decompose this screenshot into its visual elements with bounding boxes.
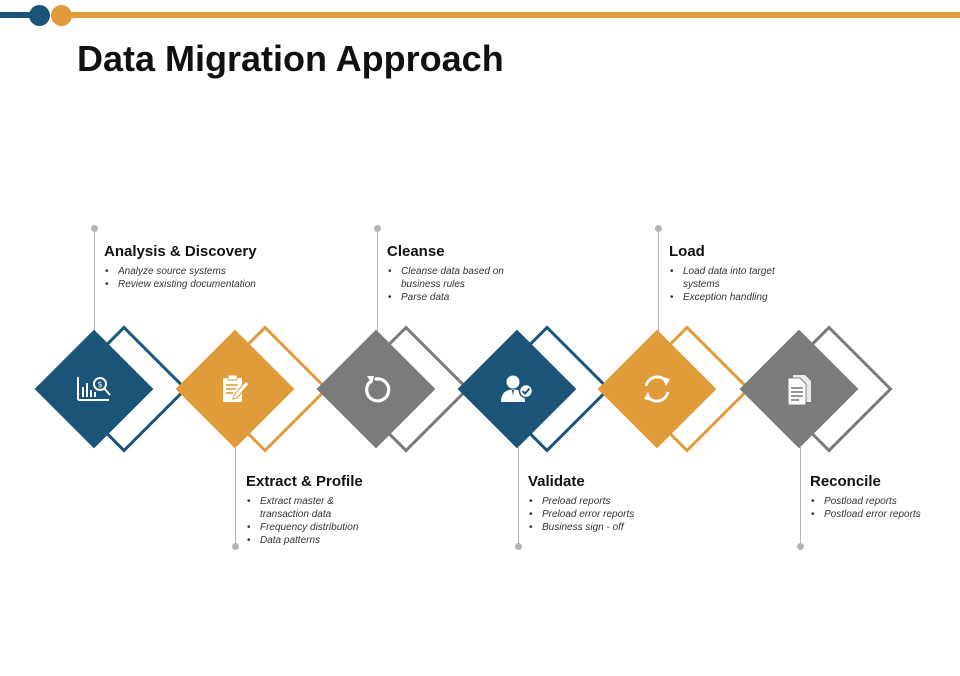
step-title: Analysis & Discovery xyxy=(104,243,257,260)
bullet-item: • Postload reports xyxy=(810,495,960,508)
step-title: Extract & Profile xyxy=(246,473,363,490)
page-title: Data Migration Approach xyxy=(77,38,504,79)
bullet-item: • Load data into target systems xyxy=(669,265,791,291)
bullet-item: • Extract master & transaction data xyxy=(246,495,360,521)
bullet-item: • Cleanse data based on business rules xyxy=(387,265,515,291)
connector-line xyxy=(800,446,801,544)
bullet-item: • Parse data xyxy=(387,291,543,304)
step-title: Reconcile xyxy=(810,473,881,490)
step-bullets xyxy=(387,265,567,304)
step-load xyxy=(669,243,849,304)
svg-text:$: $ xyxy=(97,380,103,389)
step-cleanse xyxy=(387,243,567,304)
connector-line xyxy=(235,446,236,544)
header-dot-blue xyxy=(29,5,50,26)
step-bullets xyxy=(528,495,708,534)
step-title: Cleanse xyxy=(387,243,445,260)
sync-arrows-icon xyxy=(637,369,677,409)
bullet-item: • Business sign - off xyxy=(528,521,684,534)
step-bullets xyxy=(246,495,426,547)
step-analysis-discovery xyxy=(104,243,284,291)
bullet-item: • Exception handling xyxy=(669,291,825,304)
connector-line xyxy=(658,231,659,331)
bullet-item: • Frequency distribution xyxy=(246,521,402,534)
step-title: Load xyxy=(669,243,705,260)
refresh-arrow-icon xyxy=(356,369,396,409)
step-bullets xyxy=(810,495,960,521)
step-title: Validate xyxy=(528,473,585,490)
chart-search-icon xyxy=(74,369,114,409)
header-dot-orange xyxy=(51,5,72,26)
connector-line xyxy=(518,446,519,544)
bullet-item: • Analyze source systems xyxy=(104,265,260,278)
bullet-item: • Review existing documentation xyxy=(104,278,260,291)
step-validate xyxy=(528,473,708,534)
bullet-item: • Preload error reports xyxy=(528,508,684,521)
connector-line xyxy=(94,231,95,331)
step-reconcile xyxy=(810,473,960,521)
bullet-item: • Postload error reports xyxy=(810,508,960,521)
bullet-item: • Preload reports xyxy=(528,495,684,508)
step-bullets xyxy=(669,265,849,304)
header-accent-bar xyxy=(60,12,960,18)
clipboard-edit-icon xyxy=(215,369,255,409)
user-check-icon xyxy=(497,369,537,409)
connector-dot xyxy=(797,543,804,550)
documents-icon xyxy=(779,369,819,409)
step-bullets xyxy=(104,265,284,291)
connector-dot xyxy=(515,543,522,550)
connector-dot xyxy=(232,543,239,550)
connector-line xyxy=(377,231,378,331)
bullet-item: • Data patterns xyxy=(246,534,402,547)
step-extract-profile xyxy=(246,473,426,547)
